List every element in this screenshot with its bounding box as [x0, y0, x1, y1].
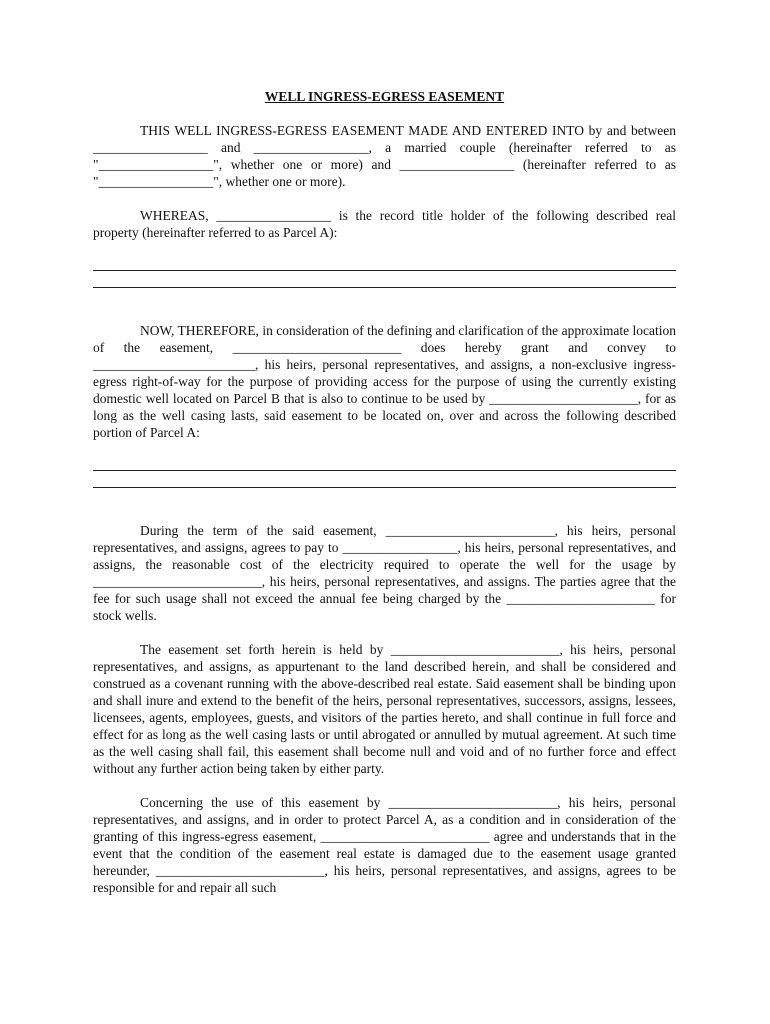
spacer [93, 505, 676, 522]
blank-line [93, 258, 676, 271]
blank-line [93, 275, 676, 288]
easement-use-paragraph: Concerning the use of this easement by _________________________, his heirs, personal representatives, and assigns, and in order to protect Parcel A, as a condition and in consideration of the granting of this ingress-egress easement, _________________________ agree and understands that in the event that the condition of the easement real estate is damaged due to the easement usage granted hereunder, _________________________, his heirs, personal representatives, and assigns, agrees to be responsible for and repair all such [93, 795, 676, 895]
document-title: WELL INGRESS-EGRESS EASEMENT [264, 89, 505, 104]
spacer [93, 305, 676, 322]
parcel-a-description-lines [93, 258, 676, 288]
appurtenant-easement-paragraph: The easement set forth herein is held by _________________________, his heirs, personal representatives, and assigns, as appurtenant to the land described herein, and shall be considered and construed as a covenant running with the above-described real estate. Said easement shall be binding upon and shall inure and extend to the benefit of the heirs, personal representatives, successors, assigns, lessees, licensees, agents, employees, guests, and visitors of the parties hereto, and shall continue in full force and effect for as long as the well casing lasts or until abrogated or annulled by mutual agreement. At such time as the well casing shall fail, this easement shall become null and void and of no further force and effect without any further action being taken by either party. [93, 642, 676, 776]
now-therefore-paragraph: NOW, THEREFORE, in consideration of the defining and clarification of the approximate location of the easement, _________________________ does hereby grant and convey to ________________________, his heirs, personal representatives, and assigns, a non-exclusive ingress-egress right-of-way for the purpose of providing access for the purpose of using the currently existing domestic well located on Parcel B that is also to continue to be used by ______________________, for as long as the well casing lasts, said easement to be located on, over and across the following described portion of Parcel A: [93, 323, 676, 440]
electricity-cost-paragraph: During the term of the said easement, _________________________, his heirs, personal representatives, and assigns, agrees to pay to _________________, his heirs, personal representatives, and assigns, the reasonable cost of the electricity required to operate the well for the usage by _________________________, his heirs, personal representatives, and assigns. The parties agree that the fee for such usage shall not exceed the annual fee being charged by the ______________________ for stock wells. [93, 523, 676, 623]
blank-line [93, 458, 676, 471]
easement-portion-description-lines [93, 458, 676, 488]
document-page [93, 88, 676, 896]
whereas-paragraph: WHEREAS, _________________ is the record title holder of the following described real property (hereinafter referred to as Parcel A): [93, 208, 676, 240]
opening-paragraph: THIS WELL INGRESS-EGRESS EASEMENT MADE AND ENTERED INTO by and between _________________ and _________________, a married couple (hereinafter referred to as "_________________", whether one or more) and _________________ (hereinafter referred to as "_________________", whether one or more). [93, 123, 676, 189]
blank-line [93, 475, 676, 488]
